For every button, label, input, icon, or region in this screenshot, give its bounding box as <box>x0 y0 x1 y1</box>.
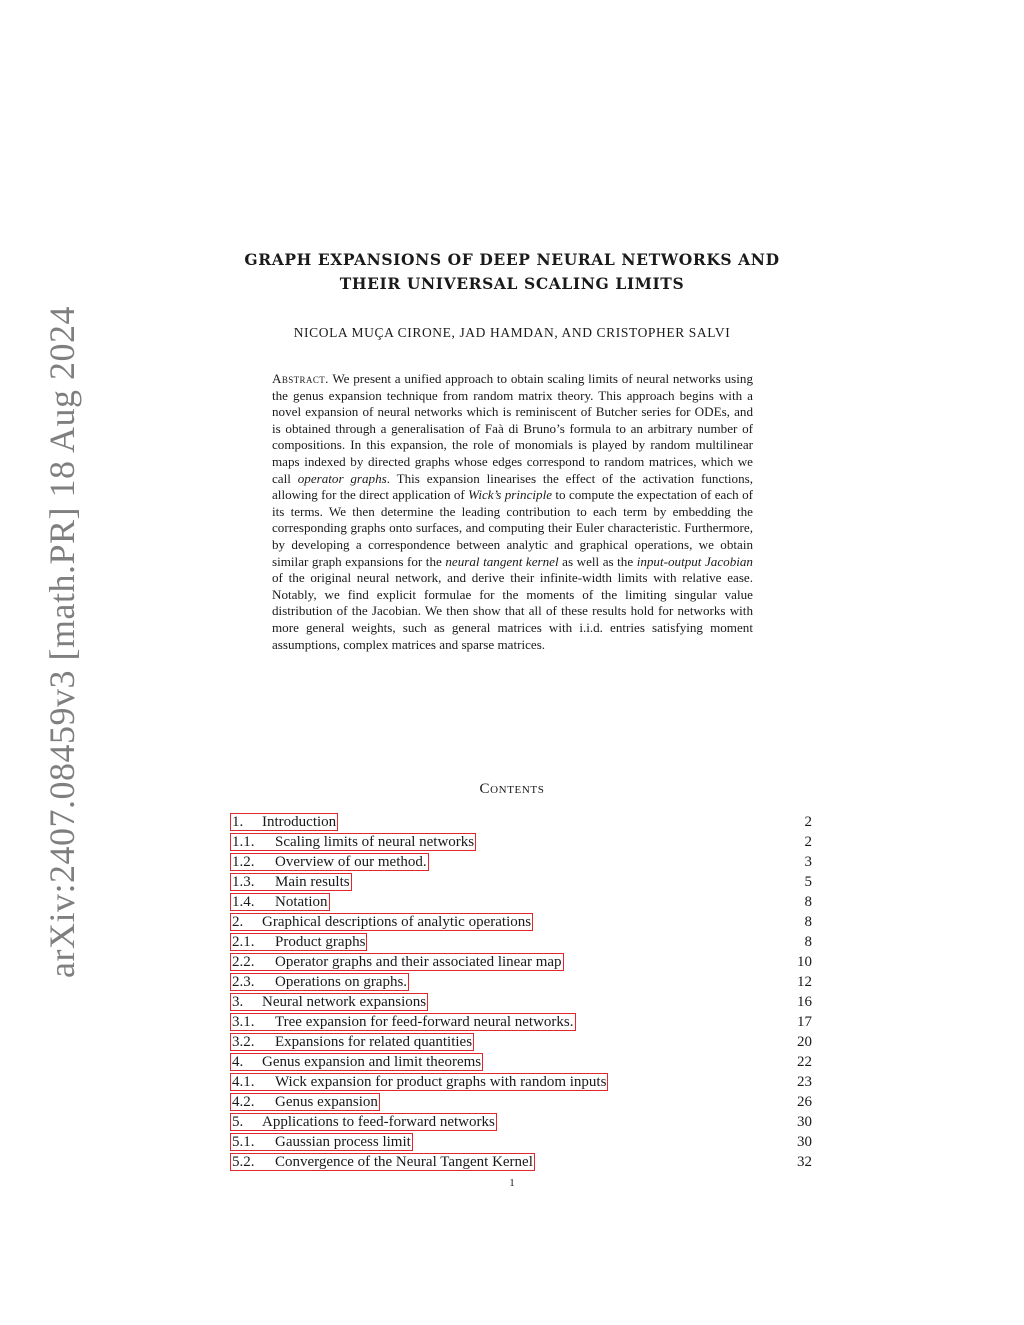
abstract-heading: Abstract. <box>272 371 329 386</box>
abstract-text-5: of the original neural network, and derive their infinite-width limits with relative ease. Notably, we find explicit formulae for the moments of the limiting singular value distribution of the Jacobian. We then show that all of these results hold for networks with more general weights, such as general matrices with i.i.d. entries satisfying moment assumptions, complex matrices and sparse matrices. <box>272 570 753 652</box>
toc-page: 30 <box>797 1114 812 1130</box>
toc-page: 2 <box>804 834 812 850</box>
author-list: NICOLA MUÇA CIRONE, JAD HAMDAN, AND CRISTOPHER SALVI <box>293 325 731 340</box>
toc-row <box>230 1152 812 1172</box>
toc-number: 4. <box>232 1054 244 1070</box>
toc-title: Main results <box>275 874 350 890</box>
toc-title: Genus expansion <box>275 1094 378 1110</box>
toc-number: 3.1. <box>232 1014 255 1030</box>
toc-number: 5.1. <box>232 1134 255 1150</box>
toc-link[interactable] <box>230 1093 380 1111</box>
toc-link[interactable] <box>230 1153 535 1171</box>
toc-page: 2 <box>804 814 812 830</box>
contents-heading: Contents <box>479 781 545 797</box>
toc-title: Overview of our method. <box>275 854 427 870</box>
toc-number: 1.4. <box>232 894 255 910</box>
toc-page: 17 <box>797 1014 812 1030</box>
abstract-text-3: to compute the expectation of each of its terms. We then determine the leading contribution to each term by embedding the corresponding graphs onto surfaces, and computing their Euler characteristic. Furthermore, by developing a correspondence between analytic and graphical operations, we obtain similar graph expansions for the <box>272 487 753 569</box>
toc-link[interactable] <box>230 1053 483 1071</box>
toc-title: Expansions for related quantities <box>275 1034 473 1050</box>
toc-link[interactable] <box>230 1033 474 1051</box>
toc-title: Graphical descriptions of analytic operations <box>262 914 532 930</box>
toc-row <box>230 1052 812 1072</box>
toc-row <box>230 932 812 952</box>
toc-row <box>230 852 812 872</box>
toc-title: Scaling limits of neural networks <box>275 834 475 850</box>
toc-row <box>230 912 812 932</box>
toc-row <box>230 1092 812 1112</box>
abstract-text-2: . This expansion linearises the effect of the activation functions, allowing for the direct application of <box>272 470 753 503</box>
toc-title: Neural network expansions <box>262 994 427 1010</box>
toc-link[interactable] <box>230 853 429 871</box>
toc-link[interactable] <box>230 1073 608 1091</box>
toc-number: 2.2. <box>232 954 255 970</box>
toc-row <box>230 992 812 1012</box>
toc-row <box>230 1112 812 1132</box>
toc-number: 3.2. <box>232 1034 255 1050</box>
toc-title: Wick expansion for product graphs with random inputs <box>275 1074 607 1090</box>
abstract-emphasis-4: input-output Jacobian <box>636 553 753 569</box>
toc-page: 8 <box>804 934 812 950</box>
toc-row <box>230 832 812 852</box>
toc-title: Tree expansion for feed-forward neural networks. <box>275 1014 574 1030</box>
toc-link[interactable] <box>230 953 564 971</box>
toc-page: 3 <box>804 854 812 870</box>
toc-page: 10 <box>797 954 812 970</box>
toc-title: Operator graphs and their associated linear map <box>275 954 562 970</box>
toc-number: 1. <box>232 814 244 830</box>
toc-number: 2.3. <box>232 974 255 990</box>
toc-link[interactable] <box>230 1133 413 1151</box>
paper-title <box>0 248 1024 296</box>
page-number: 1 <box>509 1177 515 1189</box>
toc-row <box>230 872 812 892</box>
title-line-2: THEIR UNIVERSAL SCALING LIMITS <box>339 274 685 293</box>
toc-title: Applications to feed-forward networks <box>262 1114 495 1130</box>
toc-page: 30 <box>797 1134 812 1150</box>
toc-row <box>230 972 812 992</box>
toc-title: Operations on graphs. <box>275 974 408 990</box>
abstract-emphasis-3: neural tangent kernel <box>445 553 559 569</box>
toc-row <box>230 1072 812 1092</box>
toc-link[interactable] <box>230 913 533 931</box>
toc-number: 2. <box>232 914 244 930</box>
toc-number: 1.3. <box>232 874 255 890</box>
abstract-emphasis-1: operator graphs <box>297 470 387 486</box>
abstract-text-4: as well as the <box>558 553 637 569</box>
toc-page: 20 <box>797 1034 812 1050</box>
toc-link[interactable] <box>230 933 367 951</box>
toc-title: Convergence of the Neural Tangent Kernel <box>275 1154 533 1170</box>
toc-page: 8 <box>804 894 812 910</box>
toc-link[interactable] <box>230 873 352 891</box>
toc-page: 32 <box>797 1154 812 1170</box>
toc-page: 22 <box>797 1054 812 1070</box>
toc-link[interactable] <box>230 993 428 1011</box>
toc-row <box>230 892 812 912</box>
toc-number: 2.1. <box>232 934 255 950</box>
toc-link[interactable] <box>230 1113 497 1131</box>
toc-page: 8 <box>804 914 812 930</box>
toc-title: Notation <box>275 894 328 910</box>
toc-page: 16 <box>797 994 812 1010</box>
toc-row <box>230 952 812 972</box>
toc-number: 5.2. <box>232 1154 255 1170</box>
toc-title: Genus expansion and limit theorems <box>262 1054 482 1070</box>
toc-number: 4.1. <box>232 1074 255 1090</box>
toc-number: 1.2. <box>232 854 255 870</box>
abstract <box>272 371 753 653</box>
abstract-text-1: We present a unified approach to obtain scaling limits of neural networks using the genus expansion technique from random matrix theory. This approach begins with a novel expansion of neural networks which is reminiscent of Butcher series for ODEs, and is obtained through a generalisation of Faà di Bruno’s formula to an arbitrary number of compositions. In this expansion, the role of monomials is played by random multilinear maps indexed by directed graphs whose edges correspond to random matrices, which we call <box>272 371 753 486</box>
toc-page: 12 <box>797 974 812 990</box>
toc-title: Gaussian process limit <box>275 1134 411 1150</box>
toc-link[interactable] <box>230 973 409 991</box>
toc-row <box>230 1132 812 1152</box>
toc-row <box>230 1032 812 1052</box>
toc-number: 4.2. <box>232 1094 255 1110</box>
toc-number: 1.1. <box>232 834 255 850</box>
toc-row <box>230 1012 812 1032</box>
toc-link[interactable] <box>230 893 330 911</box>
toc-page: 5 <box>804 874 812 890</box>
toc-link[interactable] <box>230 833 476 851</box>
table-of-contents <box>230 812 812 1172</box>
toc-page: 26 <box>797 1094 812 1110</box>
toc-title: Product graphs <box>275 934 366 950</box>
toc-number: 5. <box>232 1114 244 1130</box>
toc-number: 3. <box>232 994 244 1010</box>
toc-page: 23 <box>797 1074 812 1090</box>
toc-row <box>230 812 812 832</box>
toc-link[interactable] <box>230 1013 576 1031</box>
title-line-1: GRAPH EXPANSIONS OF DEEP NEURAL NETWORKS AND <box>244 250 780 269</box>
arxiv-identifier: arXiv:2407.08459v3 [math.PR] 18 Aug 2024 <box>42 306 82 978</box>
toc-link[interactable] <box>230 813 338 831</box>
toc-title: Introduction <box>262 814 337 830</box>
abstract-emphasis-2: Wick’s principle <box>468 487 553 503</box>
